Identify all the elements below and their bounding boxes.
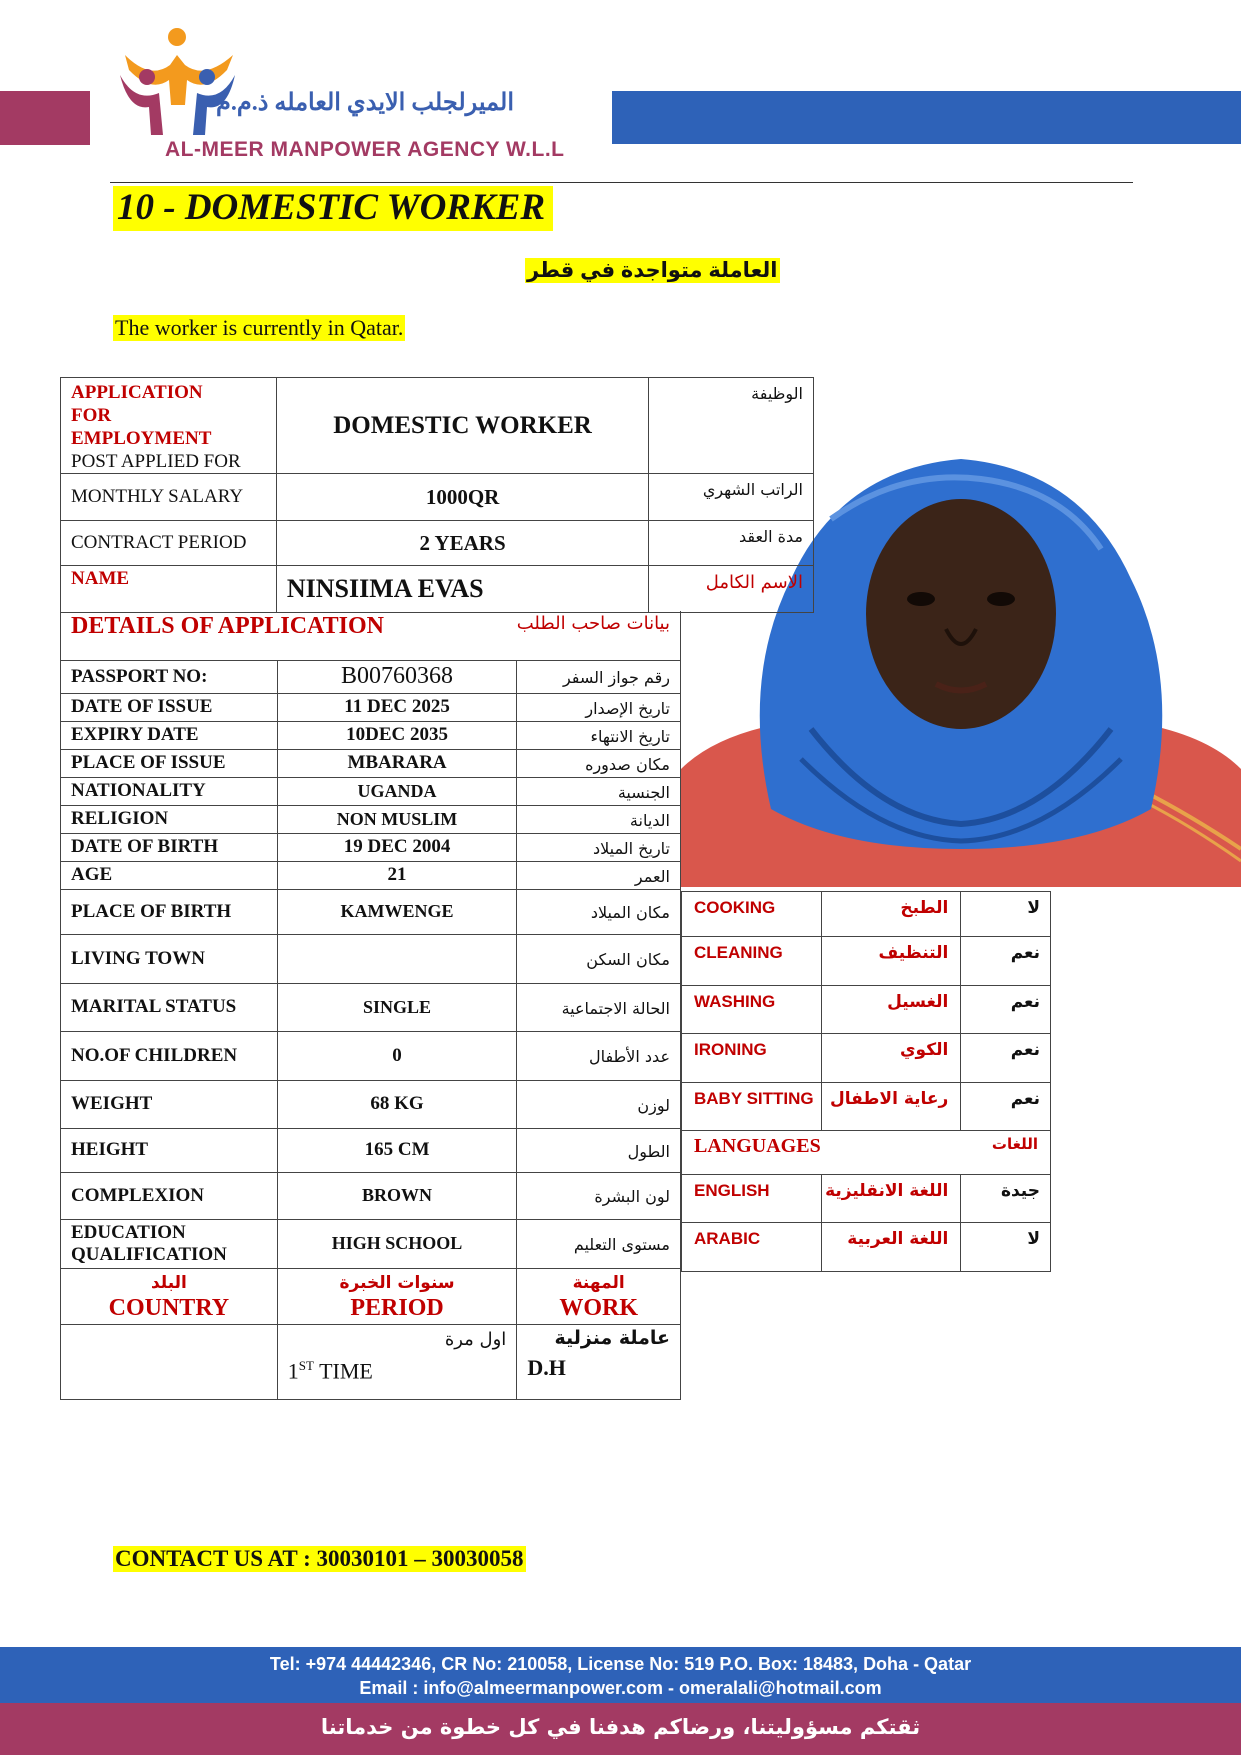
status-arabic: العاملة متواجدة في قطر (527, 259, 778, 282)
skill-cooking-answer: لا (961, 892, 1051, 937)
agency-logo-icon (115, 25, 240, 140)
complexion-arabic-label: لون البشرة (517, 1172, 681, 1219)
expiry-date-arabic-label: تاريخ الانتهاء (517, 721, 681, 749)
religion-value: NON MUSLIM (277, 805, 517, 833)
skill-row (682, 937, 1051, 986)
children-value: 0 (277, 1031, 517, 1080)
header-bar-left (0, 91, 90, 145)
status-english: The worker is currently in Qatar. (115, 315, 404, 340)
issue-date-label: DATE OF ISSUE (61, 693, 278, 721)
table-row (61, 1128, 681, 1172)
language-english-arabic: اللغة الانقليزية (821, 1175, 961, 1223)
skill-cooking-label: COOKING (682, 892, 822, 937)
skill-row (682, 986, 1051, 1034)
footer-slogan-bar (0, 1703, 1241, 1755)
skill-ironing-answer: نعم (961, 1034, 1051, 1083)
height-label: HEIGHT (61, 1128, 278, 1172)
marital-status-value: SINGLE (277, 983, 517, 1031)
children-label: NO.OF CHILDREN (61, 1031, 278, 1080)
education-value: HIGH SCHOOL (277, 1219, 517, 1268)
footer-address-line: Tel: +974 44442346, CR No: 210058, License No: 519 P.O. Box: 18483, Doha - Qatar (269, 1654, 972, 1674)
marital-status-arabic-label: الحالة الاجتماعية (517, 983, 681, 1031)
experience-period-arabic: اول مرة (444, 1328, 507, 1350)
work-header (517, 1268, 681, 1324)
table-row (61, 660, 681, 693)
table-row (61, 805, 681, 833)
height-value: 165 CM (277, 1128, 517, 1172)
table-row (61, 1172, 681, 1219)
place-of-issue-arabic-label: مكان صدوره (517, 749, 681, 777)
nationality-value: UGANDA (277, 777, 517, 805)
issue-date-arabic-label: تاريخ الإصدار (517, 693, 681, 721)
table-row (61, 934, 681, 983)
details-table (60, 611, 681, 1400)
table-row (61, 1080, 681, 1128)
language-arabic-label: ARABIC (682, 1223, 822, 1272)
application-for-employment-label: APPLICATION FOR EMPLOYMENT (71, 382, 212, 449)
period-header-label: PERIOD (350, 1295, 444, 1321)
passport-arabic-label: رقم جواز السفر (517, 660, 681, 693)
footer-slogan: ثقتكم مسؤوليتنا، ورضاكم هدفنا في كل خطوة من خدماتنا (320, 1715, 921, 1739)
skill-babysitting-label: BABY SITTING (682, 1083, 822, 1131)
religion-arabic-label: الديانة (517, 805, 681, 833)
salary-label: MONTHLY SALARY (61, 474, 277, 521)
details-heading: DETAILS OF APPLICATION (71, 613, 384, 639)
experience-work-arabic: عاملة منزلية (554, 1326, 670, 1349)
place-of-issue-label: PLACE OF ISSUE (61, 749, 278, 777)
post-applied-label: POST APPLIED FOR (71, 451, 241, 472)
education-label: EDUCATION QUALIFICATION (61, 1219, 278, 1268)
issue-date-value: 11 DEC 2025 (277, 693, 517, 721)
table-row (61, 721, 681, 749)
table-row (61, 749, 681, 777)
country-header-label: COUNTRY (108, 1295, 230, 1321)
age-label: AGE (61, 861, 278, 889)
work-header-label: WORK (559, 1295, 638, 1321)
table-row (61, 566, 814, 613)
experience-period-rest: TIME (313, 1357, 373, 1383)
table-row (61, 521, 814, 566)
education-arabic-label: مستوى التعليم (517, 1219, 681, 1268)
skill-babysitting-arabic: رعاية الاطفال (821, 1083, 961, 1131)
skill-washing-arabic: الغسيل (821, 986, 961, 1034)
contract-arabic-label: مدة العقد (649, 521, 814, 566)
birth-date-label: DATE OF BIRTH (61, 833, 278, 861)
work-header-arabic: المهنة (572, 1273, 625, 1293)
age-arabic-label: العمر (517, 861, 681, 889)
religion-label: RELIGION (61, 805, 278, 833)
salary-value: 1000QR (276, 474, 648, 521)
table-row (61, 378, 814, 474)
table-row (61, 693, 681, 721)
skill-ironing-arabic: الكوي (821, 1034, 961, 1083)
expiry-date-label: EXPIRY DATE (61, 721, 278, 749)
experience-work-value: D.H (527, 1354, 566, 1380)
contract-value: 2 YEARS (276, 521, 648, 566)
name-value: NINSIIMA EVAS (276, 566, 648, 613)
marital-status-label: MARITAL STATUS (61, 983, 278, 1031)
living-town-label: LIVING TOWN (61, 934, 278, 983)
height-arabic-label: الطول (517, 1128, 681, 1172)
details-heading-cell (61, 611, 681, 660)
salary-arabic-label: الراتب الشهري (649, 474, 814, 521)
header-rule (110, 182, 1133, 183)
passport-value: B00760368 (277, 660, 517, 693)
languages-heading: LANGUAGES (694, 1135, 821, 1157)
skill-cleaning-answer: نعم (961, 937, 1051, 986)
expiry-date-value: 10DEC 2035 (277, 721, 517, 749)
skill-washing-label: WASHING (682, 986, 822, 1034)
table-row (61, 777, 681, 805)
application-table (60, 377, 814, 613)
languages-heading-arabic: اللغات (991, 1135, 1038, 1153)
period-header (277, 1268, 517, 1324)
languages-heading-cell (682, 1131, 1051, 1175)
weight-value: 68 KG (277, 1080, 517, 1128)
skill-cleaning-label: CLEANING (682, 937, 822, 986)
skill-cleaning-arabic: التنظيف (821, 937, 961, 986)
skill-row (682, 1083, 1051, 1131)
complexion-value: BROWN (277, 1172, 517, 1219)
table-row (61, 833, 681, 861)
details-heading-arabic: بيانات صاحب الطلب (516, 613, 670, 634)
table-row (61, 474, 814, 521)
contact-line: CONTACT US AT : 30030101 – 30030058 (115, 1546, 524, 1571)
document-title: 10 - DOMESTIC WORKER (113, 186, 553, 231)
children-arabic-label: عدد الأطفال (517, 1031, 681, 1080)
birth-date-value: 19 DEC 2004 (277, 833, 517, 861)
logo-english-name: AL-MEER MANPOWER AGENCY W.L.L (165, 138, 565, 161)
experience-work-cell (517, 1324, 681, 1399)
table-row (61, 1031, 681, 1080)
skill-row (682, 892, 1051, 937)
period-header-arabic: سنوات الخبرة (339, 1273, 455, 1293)
experience-country-value (61, 1324, 278, 1399)
skill-ironing-label: IRONING (682, 1034, 822, 1083)
skills-table (681, 891, 1051, 1272)
skill-babysitting-answer: نعم (961, 1083, 1051, 1131)
weight-label: WEIGHT (61, 1080, 278, 1128)
country-header (61, 1268, 278, 1324)
language-arabic-answer: لا (961, 1223, 1051, 1272)
age-value: 21 (277, 861, 517, 889)
passport-label: PASSPORT NO: (61, 660, 278, 693)
header-bar-right (612, 91, 1241, 144)
living-town-value (277, 934, 517, 983)
living-town-arabic-label: مكان السكن (517, 934, 681, 983)
place-of-birth-arabic-label: مكان الميلاد (517, 889, 681, 934)
name-arabic-label: الاسم الكامل (649, 566, 814, 613)
language-row (682, 1175, 1051, 1223)
language-row (682, 1223, 1051, 1272)
experience-period-suffix: ST (298, 1357, 314, 1373)
language-english-answer: جيدة (961, 1175, 1051, 1223)
experience-heading-row (61, 1268, 681, 1324)
place-of-issue-value: MBARARA (277, 749, 517, 777)
weight-arabic-label: لوزن (517, 1080, 681, 1128)
language-arabic-arabic: اللغة العربية (821, 1223, 961, 1272)
post-arabic-label: الوظيفة (649, 378, 814, 474)
footer-contact-bar (0, 1647, 1241, 1703)
experience-period-value (288, 1358, 507, 1384)
birth-date-arabic-label: تاريخ الميلاد (517, 833, 681, 861)
nationality-label: NATIONALITY (61, 777, 278, 805)
skill-washing-answer: نعم (961, 986, 1051, 1034)
skill-cooking-arabic: الطبخ (821, 892, 961, 937)
languages-heading-row (682, 1131, 1051, 1175)
name-label: NAME (61, 566, 277, 613)
nationality-arabic-label: الجنسية (517, 777, 681, 805)
footer-email-line: Email : info@almeermanpower.com - omeralali@hotmail.com (359, 1678, 882, 1698)
experience-period-cell (277, 1324, 517, 1399)
language-english-label: ENGLISH (682, 1175, 822, 1223)
table-row (61, 1219, 681, 1268)
complexion-label: COMPLEXION (61, 1172, 278, 1219)
experience-period-number: 1 (287, 1357, 299, 1383)
table-row (61, 889, 681, 934)
post-label-cell (61, 378, 277, 474)
table-row (61, 983, 681, 1031)
place-of-birth-value: KAMWENGE (277, 889, 517, 934)
table-row (61, 861, 681, 889)
skill-row (682, 1034, 1051, 1083)
logo-arabic-name: الميرلجلب الايدي العامله ذ.م.م (215, 90, 515, 116)
country-header-arabic: البلد (150, 1273, 187, 1293)
details-heading-row (61, 611, 681, 660)
place-of-birth-label: PLACE OF BIRTH (61, 889, 278, 934)
experience-row (61, 1324, 681, 1399)
post-value: DOMESTIC WORKER (276, 378, 648, 474)
contract-label: CONTRACT PERIOD (61, 521, 277, 566)
